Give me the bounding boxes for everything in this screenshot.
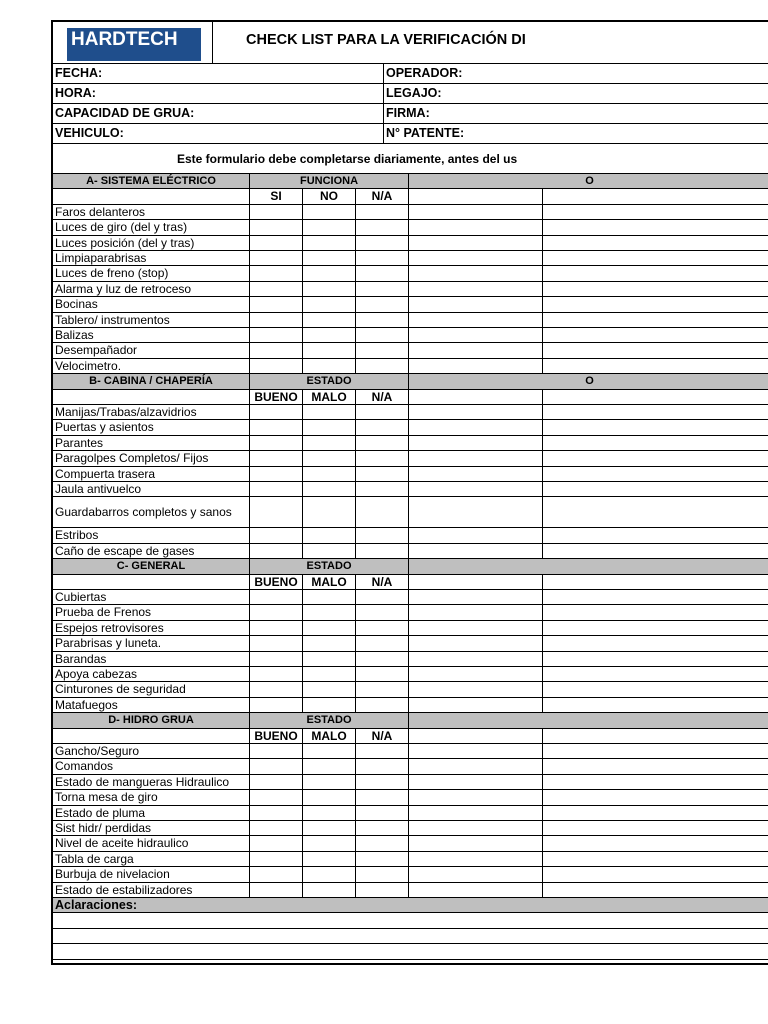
column-header: NO [303, 189, 356, 203]
check-cell [303, 636, 356, 650]
check-cell [356, 482, 409, 496]
item-label: Sist hidr/ perdidas [53, 821, 250, 835]
item-label: Manijas/Trabas/alzavidrios [53, 405, 250, 419]
item-label: Desempañador [53, 343, 250, 357]
obs-cell [409, 482, 543, 496]
obs-cell [409, 698, 543, 712]
check-cell [303, 405, 356, 419]
check-cell [250, 544, 303, 558]
check-cell [303, 297, 356, 311]
checklist-row [53, 497, 768, 528]
item-label: Paragolpes Completos/ Fijos [53, 451, 250, 465]
info-row [53, 104, 768, 124]
check-cell [356, 282, 409, 296]
item-label: Parabrisas y luneta. [53, 636, 250, 650]
check-cell [303, 328, 356, 342]
check-cell [356, 821, 409, 835]
check-cell [303, 806, 356, 820]
check-cell [356, 590, 409, 604]
checklist-row [53, 313, 768, 328]
checklist-row [53, 236, 768, 251]
check-cell [250, 436, 303, 450]
section-group-label: ESTADO [250, 713, 409, 727]
check-cell [303, 775, 356, 789]
check-cell [250, 790, 303, 804]
section-subheader-row [53, 390, 768, 405]
item-label: Alarma y luz de retroceso [53, 282, 250, 296]
section-header-row [53, 559, 768, 574]
check-cell [356, 636, 409, 650]
column-header: MALO [303, 729, 356, 743]
aclaraciones-row [53, 898, 768, 913]
section-header-row [53, 713, 768, 728]
obs-cell [409, 282, 543, 296]
obs-cell [409, 297, 543, 311]
check-cell [250, 744, 303, 758]
check-cell [250, 205, 303, 219]
obs-cell [409, 266, 543, 280]
checklist-row [53, 790, 768, 805]
checklist-row [53, 544, 768, 559]
check-cell [250, 451, 303, 465]
item-label: Matafuegos [53, 698, 250, 712]
checklist-row [53, 282, 768, 297]
obs-cell [409, 852, 543, 866]
check-cell [303, 667, 356, 681]
checklist-row [53, 698, 768, 713]
column-header: BUENO [250, 390, 303, 404]
obs-cell [409, 605, 543, 619]
check-cell [356, 420, 409, 434]
checklist-row [53, 297, 768, 312]
checklist-row [53, 759, 768, 774]
check-cell [250, 852, 303, 866]
item-label: Puertas y asientos [53, 420, 250, 434]
obs-cell [409, 821, 543, 835]
item-label: Compuerta trasera [53, 467, 250, 481]
checklist-row [53, 682, 768, 697]
check-cell [303, 744, 356, 758]
obs-cell [409, 867, 543, 881]
check-cell [250, 236, 303, 250]
section-title: C- GENERAL [53, 559, 250, 573]
checklist-row [53, 328, 768, 343]
obs-cell [409, 328, 543, 342]
info-label-left: FECHA: [53, 64, 384, 83]
check-cell [356, 251, 409, 265]
obs-cell [409, 343, 543, 357]
check-cell [250, 297, 303, 311]
check-cell [356, 528, 409, 542]
check-cell [356, 467, 409, 481]
checklist-row [53, 605, 768, 620]
checklist-row [53, 359, 768, 374]
item-label: Gancho/Seguro [53, 744, 250, 758]
check-cell [356, 405, 409, 419]
check-cell [356, 343, 409, 357]
check-cell [356, 205, 409, 219]
check-cell [303, 867, 356, 881]
item-label: Tabla de carga [53, 852, 250, 866]
check-cell [250, 806, 303, 820]
section-header-row [53, 374, 768, 389]
check-cell [250, 528, 303, 542]
check-cell [303, 266, 356, 280]
section-subheader-row [53, 729, 768, 744]
check-cell [303, 821, 356, 835]
aclaraciones-line [53, 929, 768, 944]
info-row [53, 124, 768, 144]
item-label: Cinturones de seguridad [53, 682, 250, 696]
checklist-row [53, 266, 768, 281]
obs-cell [409, 220, 543, 234]
checklist-row [53, 482, 768, 497]
column-header: BUENO [250, 729, 303, 743]
obs-cell [409, 775, 543, 789]
section-obs-label: O [409, 174, 768, 188]
check-cell [303, 467, 356, 481]
check-cell [250, 359, 303, 373]
section-group-label: ESTADO [250, 559, 409, 573]
obs-cell [409, 652, 543, 666]
check-cell [303, 205, 356, 219]
item-label: Barandas [53, 652, 250, 666]
subheader-blank [53, 390, 250, 404]
section-header-row [53, 174, 768, 189]
logo-cell [53, 22, 213, 63]
check-cell [250, 759, 303, 773]
checklist-row [53, 867, 768, 882]
check-cell [250, 682, 303, 696]
hardtech-logo: HARDTECH [67, 28, 201, 61]
item-label: Tablero/ instrumentos [53, 313, 250, 327]
item-label: Jaula antivuelco [53, 482, 250, 496]
item-label: Balizas [53, 328, 250, 342]
check-cell [356, 852, 409, 866]
column-header: SI [250, 189, 303, 203]
section-subheader-row [53, 575, 768, 590]
checklist-row [53, 405, 768, 420]
check-cell [303, 451, 356, 465]
check-cell [303, 682, 356, 696]
obs-cell [409, 667, 543, 681]
check-cell [356, 836, 409, 850]
obs-cell [409, 467, 543, 481]
obs-cell [409, 544, 543, 558]
check-cell [250, 605, 303, 619]
check-cell [250, 220, 303, 234]
section-title: D- HIDRO GRUA [53, 713, 250, 727]
check-cell [250, 266, 303, 280]
header-row [53, 22, 768, 64]
check-cell [303, 852, 356, 866]
check-cell [356, 667, 409, 681]
checklist-row [53, 852, 768, 867]
info-label-right: LEGAJO: [386, 86, 442, 100]
check-cell [303, 436, 356, 450]
checklist-row [53, 836, 768, 851]
obs-cell [409, 590, 543, 604]
checklist-row [53, 652, 768, 667]
item-label: Velocimetro. [53, 359, 250, 373]
check-cell [303, 282, 356, 296]
checklist-row [53, 451, 768, 466]
checklist-row [53, 636, 768, 651]
check-cell [250, 590, 303, 604]
check-cell [356, 605, 409, 619]
info-row [53, 84, 768, 104]
item-label: Torna mesa de giro [53, 790, 250, 804]
check-cell [250, 482, 303, 496]
obs-cell [409, 420, 543, 434]
obs-cell [409, 759, 543, 773]
check-cell [303, 313, 356, 327]
check-cell [303, 836, 356, 850]
check-cell [303, 497, 356, 527]
check-cell [303, 759, 356, 773]
check-cell [303, 420, 356, 434]
item-label: Faros delanteros [53, 205, 250, 219]
obs-cell [409, 528, 543, 542]
checklist-row [53, 420, 768, 435]
info-row [53, 64, 768, 84]
item-label: Luces de giro (del y tras) [53, 220, 250, 234]
obs-cell [409, 636, 543, 650]
check-cell [250, 420, 303, 434]
section-obs-label: O [409, 374, 768, 388]
obs-cell [409, 236, 543, 250]
item-label: Estado de pluma [53, 806, 250, 820]
obs-cell [409, 806, 543, 820]
section-obs-label [409, 559, 768, 573]
check-cell [356, 236, 409, 250]
check-cell [356, 328, 409, 342]
check-cell [303, 236, 356, 250]
checklist-row [53, 744, 768, 759]
column-header: BUENO [250, 575, 303, 589]
check-cell [356, 867, 409, 881]
subheader-blank [53, 189, 250, 203]
column-header: N/A [356, 575, 409, 589]
item-label: Bocinas [53, 297, 250, 311]
check-cell [303, 883, 356, 897]
check-cell [303, 220, 356, 234]
checklist-sheet [51, 20, 768, 965]
obs-cell [409, 836, 543, 850]
check-cell [250, 497, 303, 527]
obs-cell [409, 729, 543, 743]
check-cell [356, 297, 409, 311]
checklist-row [53, 251, 768, 266]
check-cell [356, 621, 409, 635]
obs-cell [409, 682, 543, 696]
item-label: Estado de mangueras Hidraulico [53, 775, 250, 789]
check-cell [303, 698, 356, 712]
obs-cell [409, 359, 543, 373]
section-subheader-row [53, 189, 768, 204]
item-label: Burbuja de nivelacion [53, 867, 250, 881]
obs-cell [409, 744, 543, 758]
info-label-left: VEHICULO: [53, 124, 384, 143]
check-cell [250, 883, 303, 897]
checklist-row [53, 467, 768, 482]
check-cell [250, 343, 303, 357]
info-label-left: CAPACIDAD DE GRUA: [53, 104, 384, 123]
info-label-right: FIRMA: [386, 106, 430, 120]
check-cell [356, 436, 409, 450]
section-group-label: ESTADO [250, 374, 409, 388]
page-title: CHECK LIST PARA LA VERIFICACIÓN DI [246, 32, 526, 48]
check-cell [250, 621, 303, 635]
item-label: Luces posición (del y tras) [53, 236, 250, 250]
checklist-row [53, 883, 768, 898]
check-cell [303, 251, 356, 265]
obs-cell [409, 313, 543, 327]
notice-text: Este formulario debe completarse diariamente, antes del us [177, 152, 518, 166]
item-label: Espejos retrovisores [53, 621, 250, 635]
checklist-row [53, 436, 768, 451]
check-cell [356, 806, 409, 820]
info-label-right: OPERADOR: [386, 66, 463, 80]
check-cell [356, 220, 409, 234]
section-group-label: FUNCIONA [250, 174, 409, 188]
obs-cell [409, 621, 543, 635]
check-cell [303, 590, 356, 604]
checklist-row [53, 667, 768, 682]
item-label: Parantes [53, 436, 250, 450]
check-cell [356, 652, 409, 666]
check-cell [250, 328, 303, 342]
obs-cell [409, 189, 543, 203]
obs-cell [409, 497, 543, 527]
item-label: Limpiaparabrisas [53, 251, 250, 265]
subheader-blank [53, 729, 250, 743]
column-header: MALO [303, 575, 356, 589]
aclaraciones-label: Aclaraciones: [55, 898, 137, 912]
obs-cell [409, 790, 543, 804]
check-cell [250, 282, 303, 296]
check-cell [356, 682, 409, 696]
item-label: Estribos [53, 528, 250, 542]
checklist-row [53, 220, 768, 235]
check-cell [250, 667, 303, 681]
check-cell [303, 528, 356, 542]
column-header: N/A [356, 729, 409, 743]
check-cell [250, 698, 303, 712]
obs-cell [409, 436, 543, 450]
checklist-row [53, 205, 768, 220]
check-cell [303, 605, 356, 619]
column-header: N/A [356, 390, 409, 404]
obs-cell [409, 575, 543, 589]
check-cell [250, 313, 303, 327]
check-cell [303, 652, 356, 666]
notice-row [53, 144, 768, 174]
item-label: Luces de freno (stop) [53, 266, 250, 280]
check-cell [250, 251, 303, 265]
check-cell [356, 451, 409, 465]
info-label-left: HORA: [53, 84, 384, 103]
check-cell [303, 544, 356, 558]
item-label: Apoya cabezas [53, 667, 250, 681]
check-cell [303, 482, 356, 496]
checklist-row [53, 806, 768, 821]
item-label: Guardabarros completos y sanos [53, 497, 250, 527]
checklist-row [53, 528, 768, 543]
section-title: A- SISTEMA ELÉCTRICO [53, 174, 250, 188]
check-cell [356, 359, 409, 373]
check-cell [250, 652, 303, 666]
check-cell [356, 497, 409, 527]
check-cell [303, 359, 356, 373]
checklist-row [53, 343, 768, 358]
item-label: Caño de escape de gases [53, 544, 250, 558]
check-cell [356, 313, 409, 327]
info-label-right: N° PATENTE: [386, 126, 465, 140]
check-cell [356, 744, 409, 758]
subheader-blank [53, 575, 250, 589]
item-label: Cubiertas [53, 590, 250, 604]
check-cell [303, 790, 356, 804]
check-cell [303, 343, 356, 357]
check-cell [356, 698, 409, 712]
obs-cell [409, 405, 543, 419]
obs-cell [409, 390, 543, 404]
check-cell [250, 636, 303, 650]
checklist-row [53, 621, 768, 636]
check-cell [250, 405, 303, 419]
check-cell [250, 867, 303, 881]
checklist-row [53, 821, 768, 836]
item-label: Estado de estabilizadores [53, 883, 250, 897]
check-cell [356, 759, 409, 773]
item-label: Comandos [53, 759, 250, 773]
column-header: N/A [356, 189, 409, 203]
section-title: B- CABINA / CHAPERÍA [53, 374, 250, 388]
aclaraciones-line [53, 944, 768, 959]
check-cell [250, 775, 303, 789]
check-cell [356, 883, 409, 897]
section-obs-label [409, 713, 768, 727]
check-cell [303, 621, 356, 635]
obs-cell [409, 251, 543, 265]
obs-cell [409, 451, 543, 465]
item-label: Nivel de aceite hidraulico [53, 836, 250, 850]
check-cell [356, 544, 409, 558]
column-header: MALO [303, 390, 356, 404]
checklist-row [53, 775, 768, 790]
checklist-row [53, 590, 768, 605]
aclaraciones-line [53, 913, 768, 928]
obs-cell [409, 205, 543, 219]
item-label: Prueba de Frenos [53, 605, 250, 619]
check-cell [250, 467, 303, 481]
check-cell [250, 821, 303, 835]
check-cell [356, 266, 409, 280]
obs-cell [409, 883, 543, 897]
check-cell [356, 775, 409, 789]
check-cell [250, 836, 303, 850]
check-cell [356, 790, 409, 804]
